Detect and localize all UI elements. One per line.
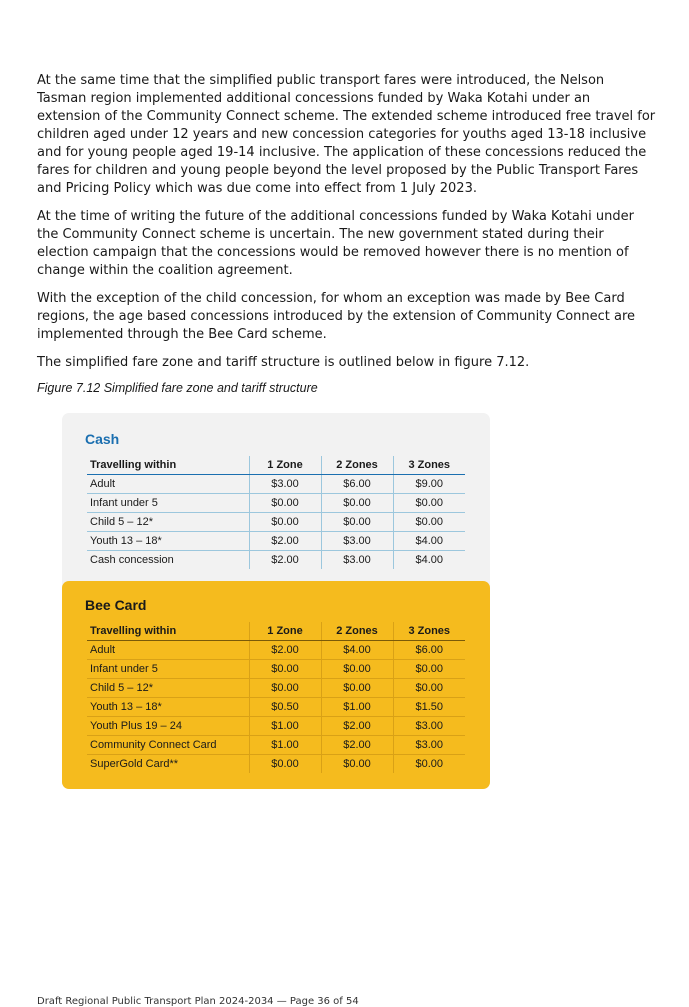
bee-card-fare-table [87,622,465,773]
fare-category: Infant under 5 [90,497,158,509]
fare-value: $6.00 [393,641,465,660]
table-row [87,475,465,494]
fare-value: $0.00 [321,755,393,774]
fare-value: $4.00 [393,532,465,551]
fare-value: $3.00 [249,475,321,494]
table-row [87,755,465,774]
fare-value: $6.00 [321,475,393,494]
fare-value: $1.50 [393,698,465,717]
cash-panel-title: Cash [85,431,120,447]
fare-value: $1.00 [249,736,321,755]
column-header: 1 Zone [249,622,321,641]
table-row [87,660,465,679]
fare-value: $0.50 [249,698,321,717]
column-header: 2 Zones [321,622,393,641]
fare-value: $0.00 [393,679,465,698]
column-header: Travelling within [87,456,249,475]
table-row [87,698,465,717]
column-header: 3 Zones [393,622,465,641]
fare-structure-figure [62,413,490,789]
fare-value: $2.00 [321,736,393,755]
page-footer: Draft Regional Public Transport Plan 2024-2034 — Page 36 of 54 [37,996,359,1007]
fare-value: $0.00 [393,755,465,774]
table-row [87,717,465,736]
table-row [87,551,465,570]
fare-value: $0.00 [393,660,465,679]
fare-value: $0.00 [321,513,393,532]
fare-value: $1.00 [321,698,393,717]
fare-value: $3.00 [393,736,465,755]
fare-category: Youth Plus 19 – 24 [90,720,182,732]
fare-value: $0.00 [249,755,321,774]
fare-category: Child 5 – 12* [90,516,153,528]
fare-value: $0.00 [321,679,393,698]
cash-fare-table [87,456,465,569]
fare-value: $0.00 [249,679,321,698]
paragraph-future-uncertain: At the time of writing the future of the additional concessions funded by Waka Kotahi under the Community Connect scheme is uncertain. The new government stated during their election campaign that the concessions would be removed however there is no mention of change within the coalition agreement. [37,209,634,278]
fare-value: $9.00 [393,475,465,494]
fare-category: SuperGold Card** [90,758,179,770]
fare-category: Adult [90,644,116,656]
figure-caption: Figure 7.12 Simplified fare zone and tariff structure [37,381,318,395]
fare-value: $0.00 [321,494,393,513]
table-row [87,641,465,660]
fare-category: Youth 13 – 18* [90,701,162,713]
fare-value: $2.00 [249,532,321,551]
table-header-row [87,622,465,641]
column-header: 1 Zone [249,456,321,475]
fare-value: $3.00 [393,717,465,736]
fare-value: $3.00 [321,532,393,551]
table-row [87,679,465,698]
fare-category: Adult [90,478,116,490]
fare-category: Child 5 – 12* [90,682,153,694]
paragraph-concessions-intro: At the same time that the simplified public transport fares were introduced, the Nelson Tasman region implemented additional concessions funded by Waka Kotahi under an extension of the Community Connect scheme. The extended scheme introduced free travel for children aged under 12 years and new concession categories for youths aged 13-18 inclusive and for young people aged 19-14 inclusive. The application of these concessions reduced the fares for children and young people beyond the level proposed by the Public Transport Fares and Pricing Policy which was due come into effect from 1 July 2023. [37,73,656,196]
fare-value: $0.00 [321,660,393,679]
fare-value: $0.00 [249,513,321,532]
fare-category: Cash concession [90,554,174,566]
fare-value: $3.00 [321,551,393,570]
fare-value: $0.00 [393,494,465,513]
table-row [87,494,465,513]
column-header: 2 Zones [321,456,393,475]
table-row [87,532,465,551]
fare-value: $4.00 [321,641,393,660]
cash-fare-panel [62,413,490,581]
fare-value: $1.00 [249,717,321,736]
table-row [87,513,465,532]
fare-value: $2.00 [321,717,393,736]
fare-category: Youth 13 – 18* [90,535,162,547]
fare-category: Infant under 5 [90,663,158,675]
document-body [37,72,657,395]
bee-card-panel-title: Bee Card [85,597,147,613]
fare-value: $0.00 [393,513,465,532]
fare-value: $4.00 [393,551,465,570]
table-row [87,736,465,755]
paragraph-figure-intro: The simplified fare zone and tariff structure is outlined below in figure 7.12. [37,355,530,370]
column-header: 3 Zones [393,456,465,475]
table-header-row [87,456,465,475]
fare-value: $0.00 [249,494,321,513]
fare-value: $2.00 [249,641,321,660]
fare-value: $2.00 [249,551,321,570]
column-header: Travelling within [87,622,249,641]
fare-category: Community Connect Card [90,739,217,751]
paragraph-bee-card-scheme: With the exception of the child concession, for whom an exception was made by Bee Card regions, the age based concessions introduced by the extension of Community Connect are implemented through the Bee Card scheme. [37,291,636,342]
fare-value: $0.00 [249,660,321,679]
bee-card-fare-panel [62,581,490,789]
